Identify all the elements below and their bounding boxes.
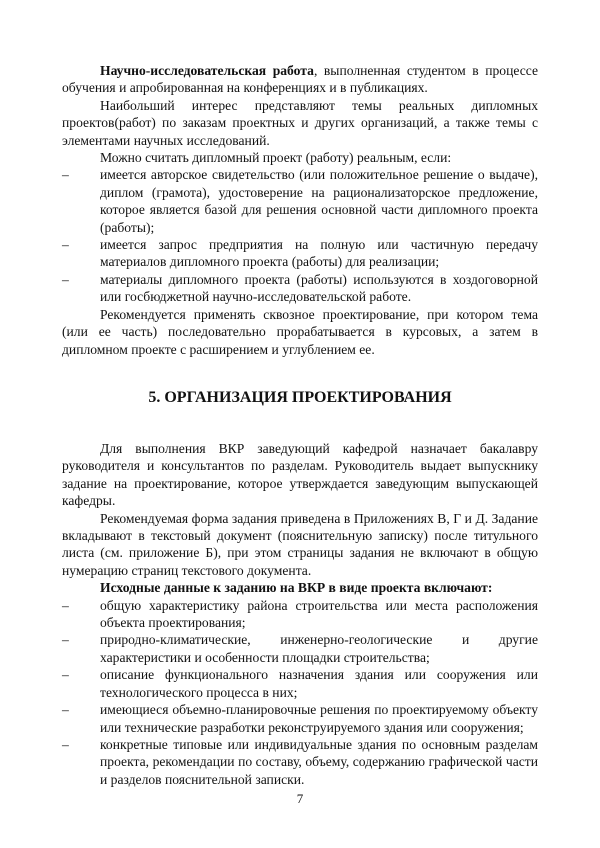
dash-marker: –	[62, 167, 69, 183]
paragraph-initial-data	[62, 579, 538, 596]
list-item-text: описание функционального назначения здания или сооружения или технологического процесса в них;	[100, 667, 538, 700]
list-item	[62, 631, 538, 666]
paragraph-real-projects: Наибольший интерес представляют темы реальных дипломных проектов(работ) по заказам проектных и других организаций, а также темы с элементами научных исследований.	[62, 97, 538, 148]
research-work-term: Научно-исследовательская работа	[100, 63, 314, 78]
list-item-text: конкретные типовые или индивидуальные здания по основным разделам проекта, рекомендации по составу, объему, содержанию графической части и разделов пояснительной записки.	[100, 736, 538, 787]
paragraph-supervisor: Для выполнения ВКР заведующий кафедрой назначает бакалавру руководителя и консультантов по разделам. Руководитель выдает выпускнику задание на проектирование, которое утверждается заведующим выпускающей кафедры.	[62, 441, 538, 509]
paragraph-real-criteria: Можно считать дипломный проект (работу) реальным, если:	[100, 150, 452, 166]
list-item	[62, 166, 538, 236]
paragraph-research-work	[62, 62, 538, 97]
initial-data-list	[62, 597, 538, 788]
list-item-text: материалы дипломного проекта (работы) используются в хоздоговорной или госбюджетной научно-исследовательской работе.	[100, 271, 538, 305]
research-work-text: , выполненная студентом в процессе обучения и апробированная на конференциях и в публикациях.	[62, 63, 538, 96]
list-item-text: имеется запрос предприятия на полную или частичную передачу материалов дипломного проекта (работы) для реализации;	[100, 237, 538, 270]
real-project-criteria-list	[62, 166, 538, 305]
list-item-text: общую характеристику района строительства или места расположения объекта проектирования;	[100, 597, 538, 631]
dash-marker: –	[62, 237, 69, 253]
dash-marker: –	[62, 271, 69, 287]
list-item	[62, 236, 538, 271]
dash-marker: –	[62, 667, 69, 683]
list-item-text: природно-климатические, инженерно-геологические и другие характеристики и особенности площадки строительства;	[100, 632, 538, 665]
list-item	[62, 666, 538, 701]
dash-marker: –	[62, 632, 69, 648]
list-item-text: имеющиеся объемно-планировочные решения по проектируемому объекту или технические разработки реконструируемого здания или сооружения;	[100, 702, 538, 735]
dash-marker: –	[62, 597, 69, 613]
list-item	[62, 271, 538, 306]
dash-marker: –	[62, 736, 69, 752]
list-item	[62, 701, 538, 736]
section-block	[62, 440, 538, 788]
paragraph-assignment-form: Рекомендуемая форма задания приведена в Приложениях В, Г и Д. Задание вкладывают в текстовый документ (пояснительную записку) после титульного листа (см. приложение Б), при этом страницы задания не включают в общую нумерацию страниц текстового документа.	[62, 510, 538, 578]
paragraph-through-design: Рекомендуется применять сквозное проектирование, при котором тема (или ее часть) последовательно прорабатывается в курсовых, а затем в дипломном проекте с расширением и углублением ее.	[62, 306, 538, 357]
initial-data-heading: Исходные данные к заданию на ВКР в виде проекта включают:	[100, 580, 493, 596]
intro-block	[62, 62, 538, 358]
list-item	[62, 597, 538, 632]
dash-marker: –	[62, 702, 69, 718]
section-heading: 5. ОРГАНИЗАЦИЯ ПРОЕКТИРОВАНИЯ	[148, 389, 452, 406]
list-item-text: имеется авторское свидетельство (или положительное решение о выдаче), диплом (грамота), удостоверение на рационализаторское предложение, которое является базой для решения основной части дипломного проекта (работы);	[100, 167, 538, 235]
list-item	[62, 736, 538, 788]
page-number: 7	[296, 791, 304, 806]
